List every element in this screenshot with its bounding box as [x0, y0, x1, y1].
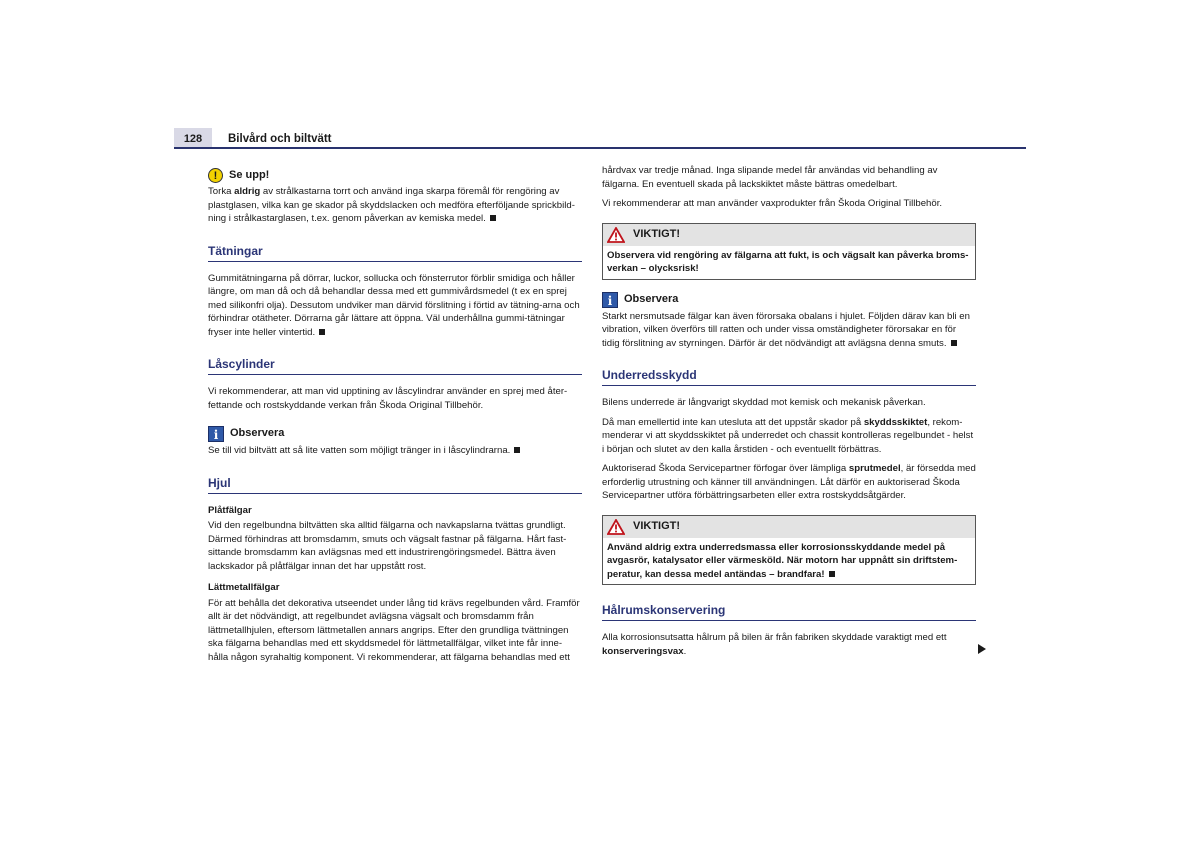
end-of-section-icon — [490, 215, 496, 221]
note-heading — [602, 292, 976, 308]
lascylinder-text: Vi rekommenderar, att man vid upptining av låscylindrar använder en sprej med åter-fettande och rostskyddande verkan från Škoda Original Tillbehör. — [208, 386, 568, 411]
note-text: Se till vid biltvätt att så lite vatten som möjligt tränger in i låscylindrarna. — [208, 444, 582, 458]
warning-box-underbody — [602, 515, 976, 586]
heading-halrumskonservering: Hålrumskonservering — [602, 603, 976, 621]
heading-underredsskydd: Underredsskydd — [602, 368, 976, 386]
caution-heading — [208, 168, 582, 183]
note-title: Observera — [230, 427, 285, 440]
underredsskydd-p3: Auktoriserad Škoda Servicepartner förfogar över lämpliga sprutmedel, är försedda med erforderlig utrustning och känner till användningen. Låt därför en auktoriserad Škoda Servicepartner utföra förbättringsarbeten eller extra rostskyddsåtgärder. — [602, 463, 976, 501]
underredsskydd-p1: Bilens underrede är långvarigt skyddad mot kemisk och mekanisk påverkan. — [602, 397, 926, 408]
end-of-section-icon — [319, 329, 325, 335]
warning-text: Använd aldrig extra underredsmassa eller korrosionsskyddande medel på avgasrör, katalysator eller värmesköld. När motorn har uppnått sin driftstem-peratur, kan dessa medel antändas – brandfara! — [607, 541, 958, 580]
underredsskydd-p2: Då man emellertid inte kan utesluta att det uppstår skador på skyddsskiktet, rekom-menderar vi att skyddsskiktet på underredet och chassit kontrolleras regelbundet - helst i början och slutet av den kalla årstiden - och eventuellt förbättras. — [602, 416, 974, 455]
warning-box-brakes — [602, 223, 976, 280]
warning-text: Observera vid rengöring av fälgarna att fukt, is och vägsalt kan påverka broms-verkan – olycksrisk! — [607, 249, 969, 274]
tatningar-text: Gummitätningarna på dörrar, luckor, sollucka och fönsterrutor förblir smidiga och håller längre, om man då och då behandlar dessa med ett gummivårdsmedel (t ex en sprej med silikonfri olja). Dessutom undviker man därvid förslitning i förtid av tätning-arna och förhindrar otätheter. Dörrarna går lättare att öppna. Väl underhållna gummi-tätningar fryser inte heller vintertid. — [208, 272, 580, 338]
left-column — [208, 168, 582, 670]
note-title: Observera — [624, 292, 679, 305]
heading-hjul: Hjul — [208, 476, 582, 494]
lattmetallfalgar-text: För att behålla det dekorativa utseendet under lång tid krävs regelbunden vård. Framför allt är det nödvändigt, att regelbundet avlägsna vägsalt och bromsdamm från lättmetallhjulen, eftersom lättmetallen annars angrips. Efter den grundliga tvättningen ska fälgarna behandlas med ett skyddsmedel för lättmetallfälgar, vilket inte får inne-hålla någon syrahaltig komponent. Vi rekommenderar, att fälgarna behandlas med ett — [208, 597, 580, 663]
right-column — [602, 164, 976, 664]
note-heading — [208, 426, 582, 442]
heading-lascylinder: Låscylinder — [208, 357, 582, 375]
note-text: Starkt nersmutsade fälgar kan även förorsaka obalans i hjulet. Följden därav kan bli en vibration, vilken överförs till ratten och under vissa omständigheter förorsakar en för tidig förslitning av styrningen. Därför är det nödvändigt att avlägsna denna smuts. — [602, 310, 970, 349]
subheading-platfalgar: Plåtfälgar — [208, 504, 252, 516]
end-of-section-icon — [829, 571, 835, 577]
caution-title: Se upp! — [229, 168, 270, 181]
caution-text: Torka aldrig av strålkastarna torrt och använd inga skarpa föremål för rengöring av plastglasen, vilka kan ge skador på skyddslacken och medföra efterföljande sprickbild-ning i strålkastarglasen, t.ex. genom påverkan av kemiska medel. — [208, 186, 575, 224]
info-icon: i — [602, 292, 618, 308]
warning-heading — [603, 516, 975, 538]
vax-text: Vi rekommenderar att man använder vaxprodukter från Škoda Original Tillbehör. — [602, 198, 943, 209]
warning-title: VIKTIGT! — [633, 227, 681, 240]
chapter-title: Bilvård och biltvätt — [228, 133, 332, 145]
warning-triangle-icon — [607, 519, 625, 535]
continued-text: hårdvax var tredje månad. Inga slipande medel får användas vid behandling av fälgarna. En eventuell skada på lackskiktet måste bättras omedelbart. — [602, 165, 938, 190]
page-number: 128 — [174, 128, 212, 148]
subheading-lattmetallfalgar: Lättmetallfälgar — [208, 582, 280, 593]
platfalgar-text: Vid den regelbundna biltvätten ska alltid fälgarna och navkapslarna tvättas grundligt. Därmed förhindras att bromsdamm, smuts och vägsalt fastnar på fälgarna. Hårt fast-sittande bromsdamm kan avlägsnas med ett industrirengöringsmedel. Bättra även lackskador på plåtfälgar innan det har uppstått rost. — [208, 520, 567, 572]
next-page-arrow-icon — [978, 644, 986, 654]
warning-heading — [603, 224, 975, 246]
warning-title: VIKTIGT! — [633, 519, 681, 532]
header-rule — [174, 147, 1026, 149]
page-header — [174, 128, 1026, 148]
end-of-section-icon — [951, 340, 957, 346]
end-of-section-icon — [514, 447, 520, 453]
warning-triangle-icon — [607, 227, 625, 243]
halrum-text: Alla korrosionsutsatta hålrum på bilen är från fabriken skyddade varaktigt med ett konserveringsvax. — [602, 632, 947, 657]
caution-icon: ! — [208, 168, 223, 183]
info-icon: i — [208, 426, 224, 442]
heading-tatningar: Tätningar — [208, 244, 582, 262]
